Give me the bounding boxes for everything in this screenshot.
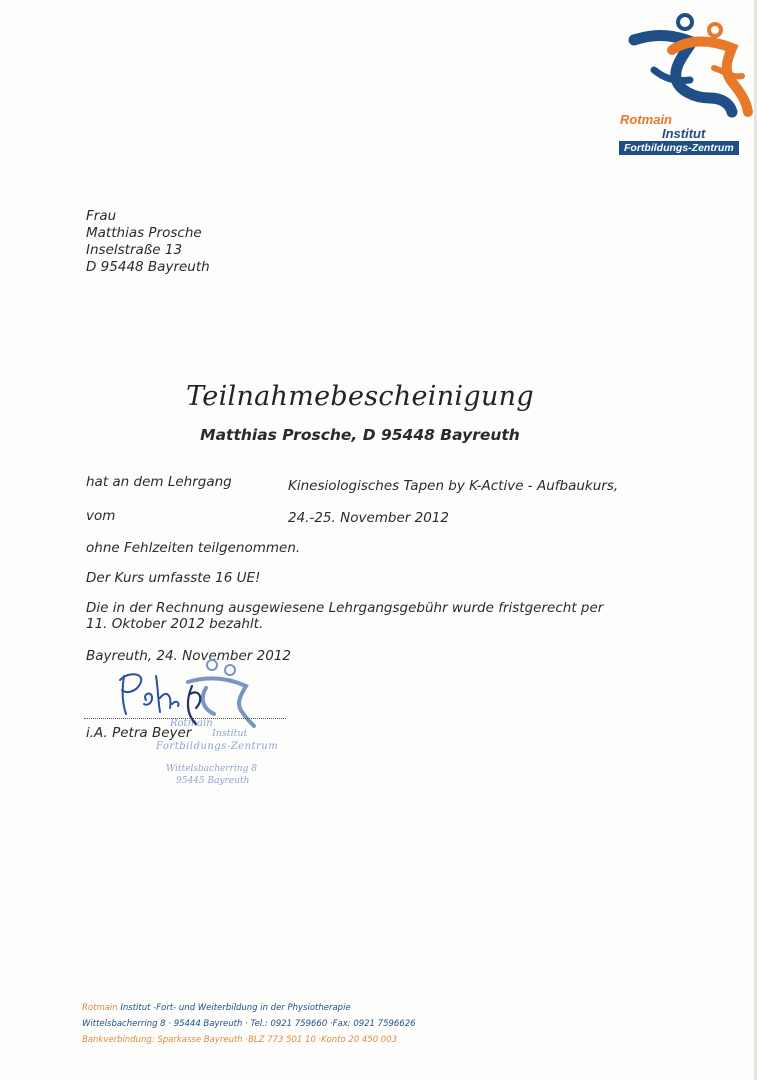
course-value: Kinesiologisches Tapen by K-Active - Aufbaukurs, <box>288 478 619 494</box>
recipient-city: D 95448 Bayreuth <box>86 259 210 275</box>
stamp-city-text: 95445 Bayreuth <box>176 776 250 786</box>
recipient-name: Matthias Prosche <box>86 225 202 241</box>
stamp-street-text: Wittelsbacherring 8 <box>166 764 257 774</box>
runner-figures-icon <box>614 8 754 118</box>
logo-fortbildungs-zentrum-text: Fortbildungs-Zentrum <box>619 141 739 155</box>
logo-institut-text: Institut <box>662 126 706 141</box>
payment-statement-line2: 11. Oktober 2012 bezahlt. <box>86 616 264 632</box>
signature-line <box>84 718 286 719</box>
footer-line-bank: Bankverbindung: Sparkasse Bayreuth ·BLZ 773 501 10 ·Konto 20 450 003 <box>82 1035 398 1045</box>
course-label: hat an dem Lehrgang <box>86 474 232 490</box>
stamp-fortbildungs-zentrum-text: Fortbildungs-Zentrum <box>156 741 279 752</box>
stamp-rotmain-text: Rotmain <box>170 718 213 729</box>
footer-institute-desc: Institut -Fort- und Weiterbildung in der Physiotherapie <box>117 1003 351 1013</box>
letterhead-footer <box>82 1000 416 1048</box>
recipient-address <box>86 208 210 276</box>
place-date: Bayreuth, 24. November 2012 <box>86 648 292 664</box>
footer-line-contact: Wittelsbacherring 8 · 95444 Bayreuth · Tel.: 0921 759660 ·Fax: 0921 7596626 <box>82 1019 416 1029</box>
absence-statement: ohne Fehlzeiten teilgenommen. <box>86 540 301 556</box>
certificate-title: Teilnahmebescheinigung <box>186 381 534 412</box>
recipient-salutation: Frau <box>86 208 117 224</box>
footer-line-institute <box>82 1000 416 1016</box>
signatory-name: i.A. Petra Beyer <box>86 725 192 741</box>
handwritten-signature <box>116 668 206 728</box>
rotmain-institut-logo <box>614 8 754 158</box>
stamp-institut-text: Institut <box>212 728 248 739</box>
footer-brand: Rotmain <box>82 1003 118 1013</box>
recipient-street: Inselstraße 13 <box>86 242 183 258</box>
payment-statement-line1: Die in der Rechnung ausgewiesene Lehrgangsgebühr wurde fristgerecht per <box>86 600 604 616</box>
certificate-subtitle: Matthias Prosche, D 95448 Bayreuth <box>200 426 520 444</box>
date-value: 24.-25. November 2012 <box>288 510 449 526</box>
date-label: vom <box>86 508 116 524</box>
logo-rotmain-text: Rotmain <box>620 112 672 127</box>
course-units-statement: Der Kurs umfasste 16 UE! <box>86 570 261 586</box>
